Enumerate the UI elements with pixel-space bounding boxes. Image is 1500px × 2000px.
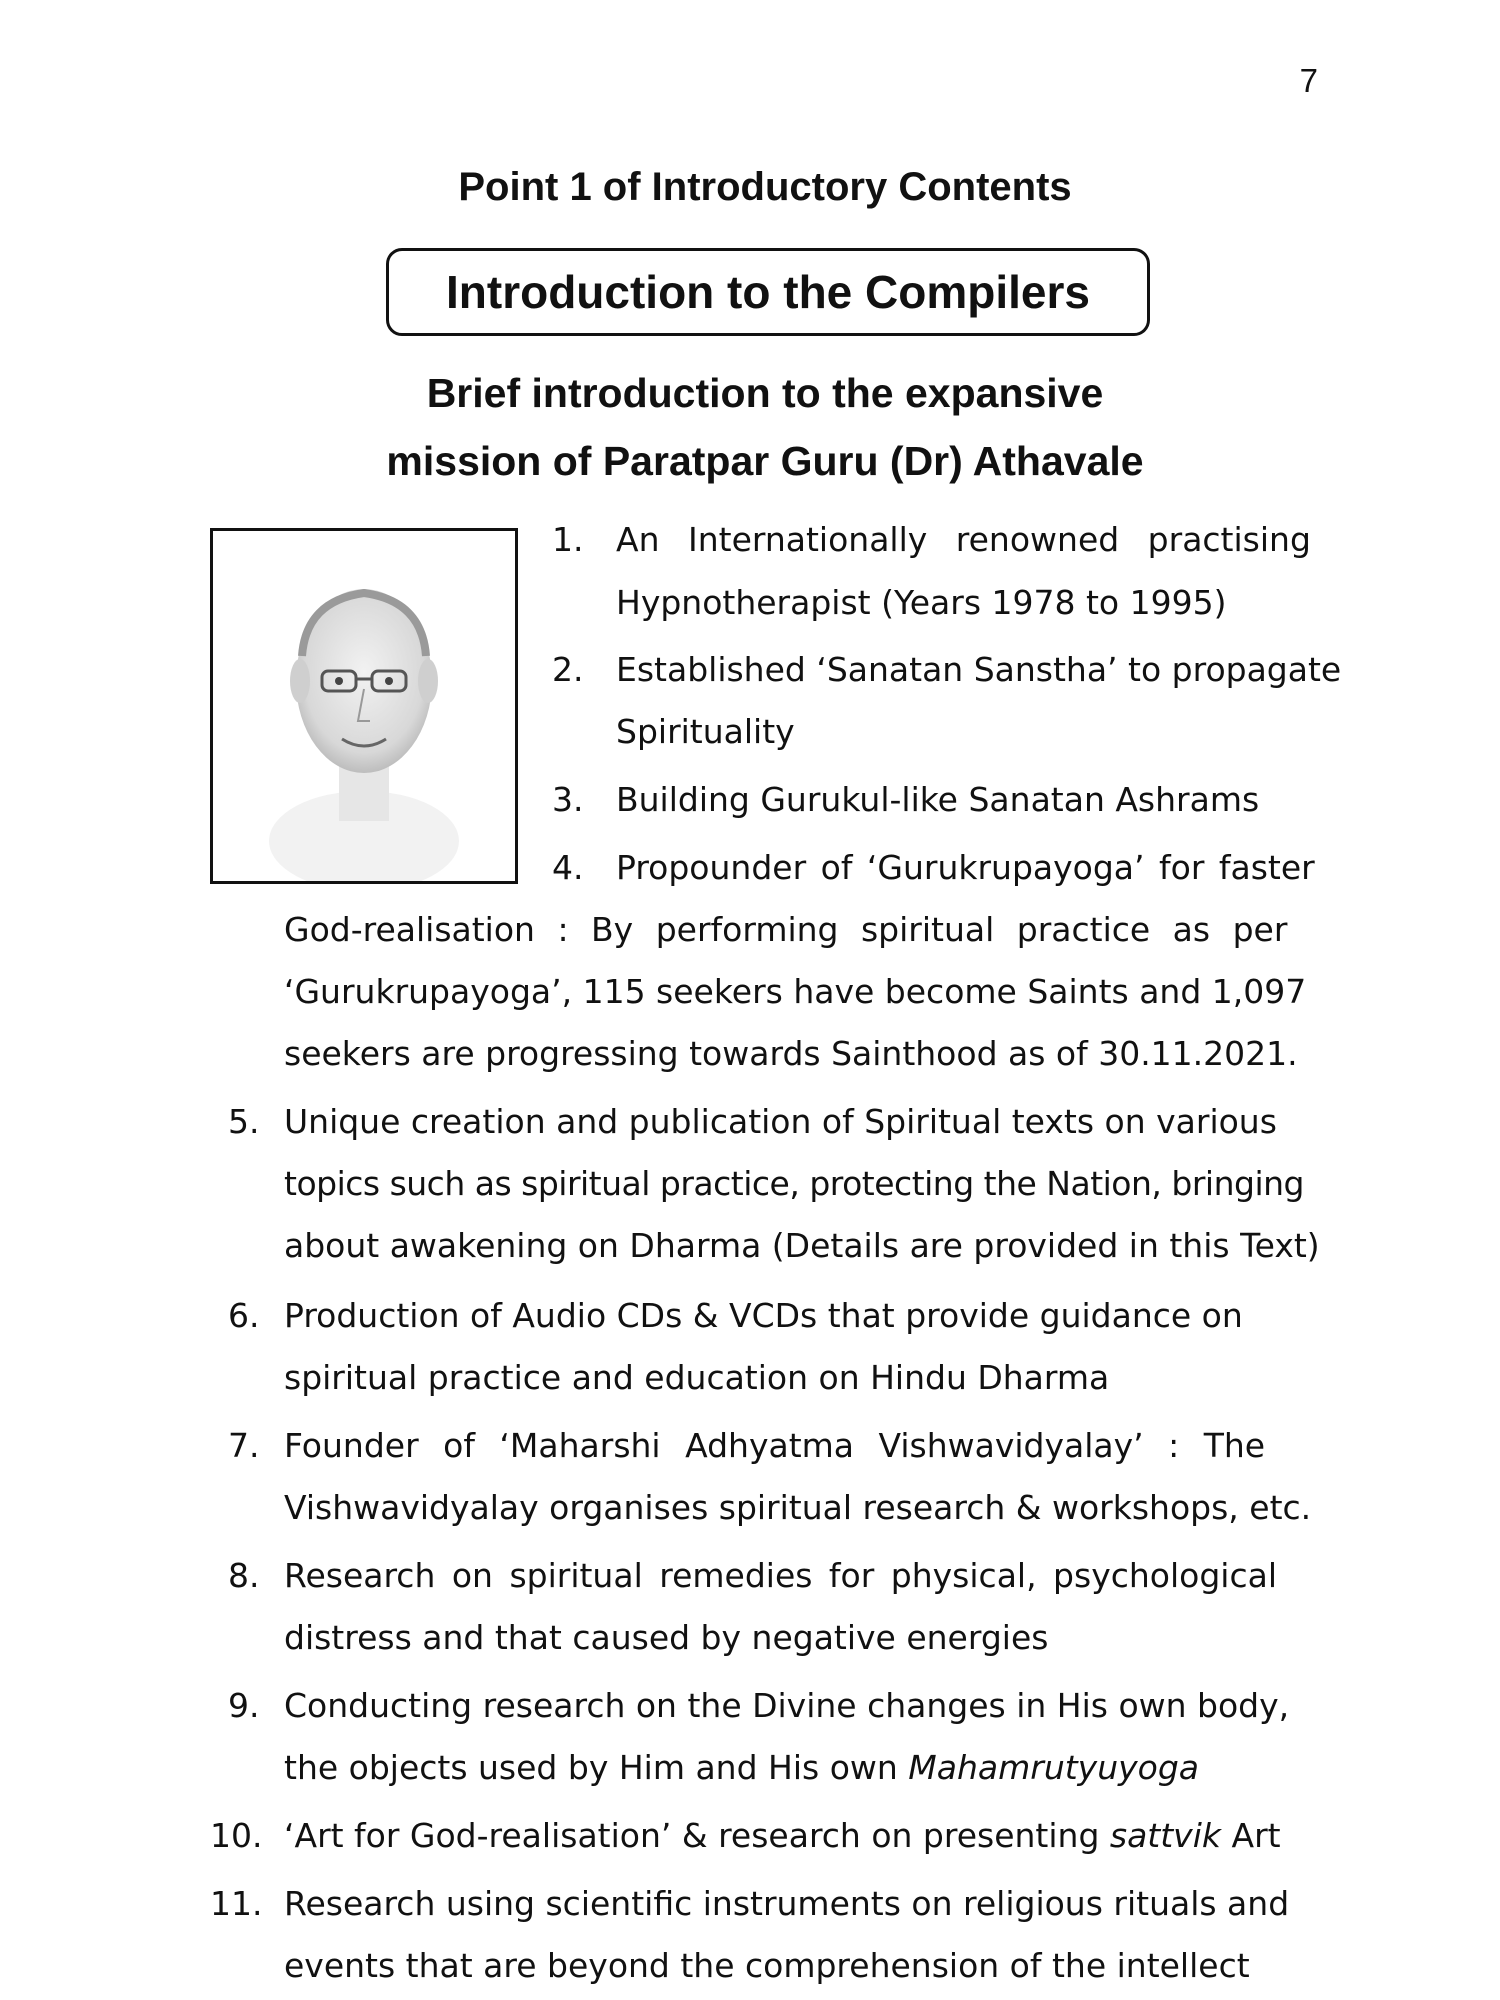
- list-item-number: 3.: [552, 780, 584, 819]
- list-item-text: Hypnotherapist (Years 1978 to 1995): [616, 583, 1227, 622]
- list-item-text: Vishwavidyalay organises spiritual research & workshops, etc.: [284, 1488, 1312, 1527]
- list-item-number: 8.: [228, 1556, 260, 1595]
- list-item-text: distress and that caused by negative energies: [284, 1618, 1049, 1657]
- list-item-number: 7.: [228, 1426, 260, 1465]
- list-item-text-part: the objects used by Him and His own: [284, 1748, 909, 1787]
- list-item-number: 5.: [228, 1102, 260, 1141]
- list-item-text: [284, 1816, 1281, 1855]
- list-item-text: Unique creation and publication of Spiritual texts on various: [284, 1102, 1277, 1141]
- list-item-text: Production of Audio CDs & VCDs that provide guidance on: [284, 1296, 1243, 1335]
- subtitle-line-2: mission of Paratpar Guru (Dr) Athavale: [386, 438, 1144, 484]
- portrait-photo: [210, 528, 518, 884]
- list-item-number: 9.: [228, 1686, 260, 1725]
- page-title-box: [386, 248, 1150, 336]
- list-item-text: Founder of ‘Maharshi Adhyatma Vishwavidyalay’ : The: [284, 1426, 1266, 1465]
- list-item-text: Spirituality: [616, 712, 795, 751]
- list-item-text: Conducting research on the Divine changes in His own body,: [284, 1686, 1290, 1725]
- list-item-text: Building Gurukul-like Sanatan Ashrams: [616, 780, 1260, 819]
- list-item-text: about awakening on Dharma (Details are provided in this Text): [284, 1226, 1320, 1265]
- list-item-number: 1.: [552, 520, 584, 559]
- list-item-text: An Internationally renowned practising: [616, 520, 1311, 559]
- list-item-number: 6.: [228, 1296, 260, 1335]
- list-item-number: 11.: [210, 1884, 263, 1923]
- list-item-text: ‘Gurukrupayoga’, 115 seekers have become Saints and 1,097: [284, 972, 1307, 1011]
- page-number: 7: [1299, 62, 1318, 99]
- list-item-text: [284, 1748, 1199, 1787]
- list-item-text: seekers are progressing towards Sainthood as of 30.11.2021.: [284, 1034, 1298, 1073]
- list-item-number: 10.: [210, 1816, 263, 1855]
- list-item-text: events that are beyond the comprehension of the intellect: [284, 1946, 1250, 1985]
- portrait-image: [213, 531, 515, 881]
- list-item-text: Propounder of ‘Gurukrupayoga’ for faster: [616, 848, 1315, 887]
- page-title: Introduction to the Compilers: [446, 266, 1090, 318]
- section-label: Point 1 of Introductory Contents: [458, 165, 1072, 209]
- list-item-text: topics such as spiritual practice, protecting the Nation, bringing: [284, 1164, 1304, 1203]
- subtitle-line-1: Brief introduction to the expansive: [426, 370, 1104, 416]
- list-item-italic: Mahamrutyuyoga: [908, 1748, 1200, 1787]
- list-item-text: Established ‘Sanatan Sanstha’ to propagate: [616, 650, 1342, 689]
- list-item-text-part: Art: [1221, 1816, 1281, 1855]
- list-item-text: spiritual practice and education on Hindu Dharma: [284, 1358, 1110, 1397]
- list-item-text-part: ‘Art for God-realisation’ & research on presenting: [284, 1816, 1110, 1855]
- list-item-italic: sattvik: [1109, 1816, 1221, 1855]
- list-item-text: Research on spiritual remedies for physical, psychological: [284, 1556, 1277, 1595]
- list-item-text: Research using scientific instruments on religious rituals and: [284, 1884, 1290, 1923]
- list-item-number: 2.: [552, 650, 584, 689]
- list-item-text: God-realisation : By performing spiritual practice as per: [284, 910, 1288, 949]
- list-item-number: 4.: [552, 848, 584, 887]
